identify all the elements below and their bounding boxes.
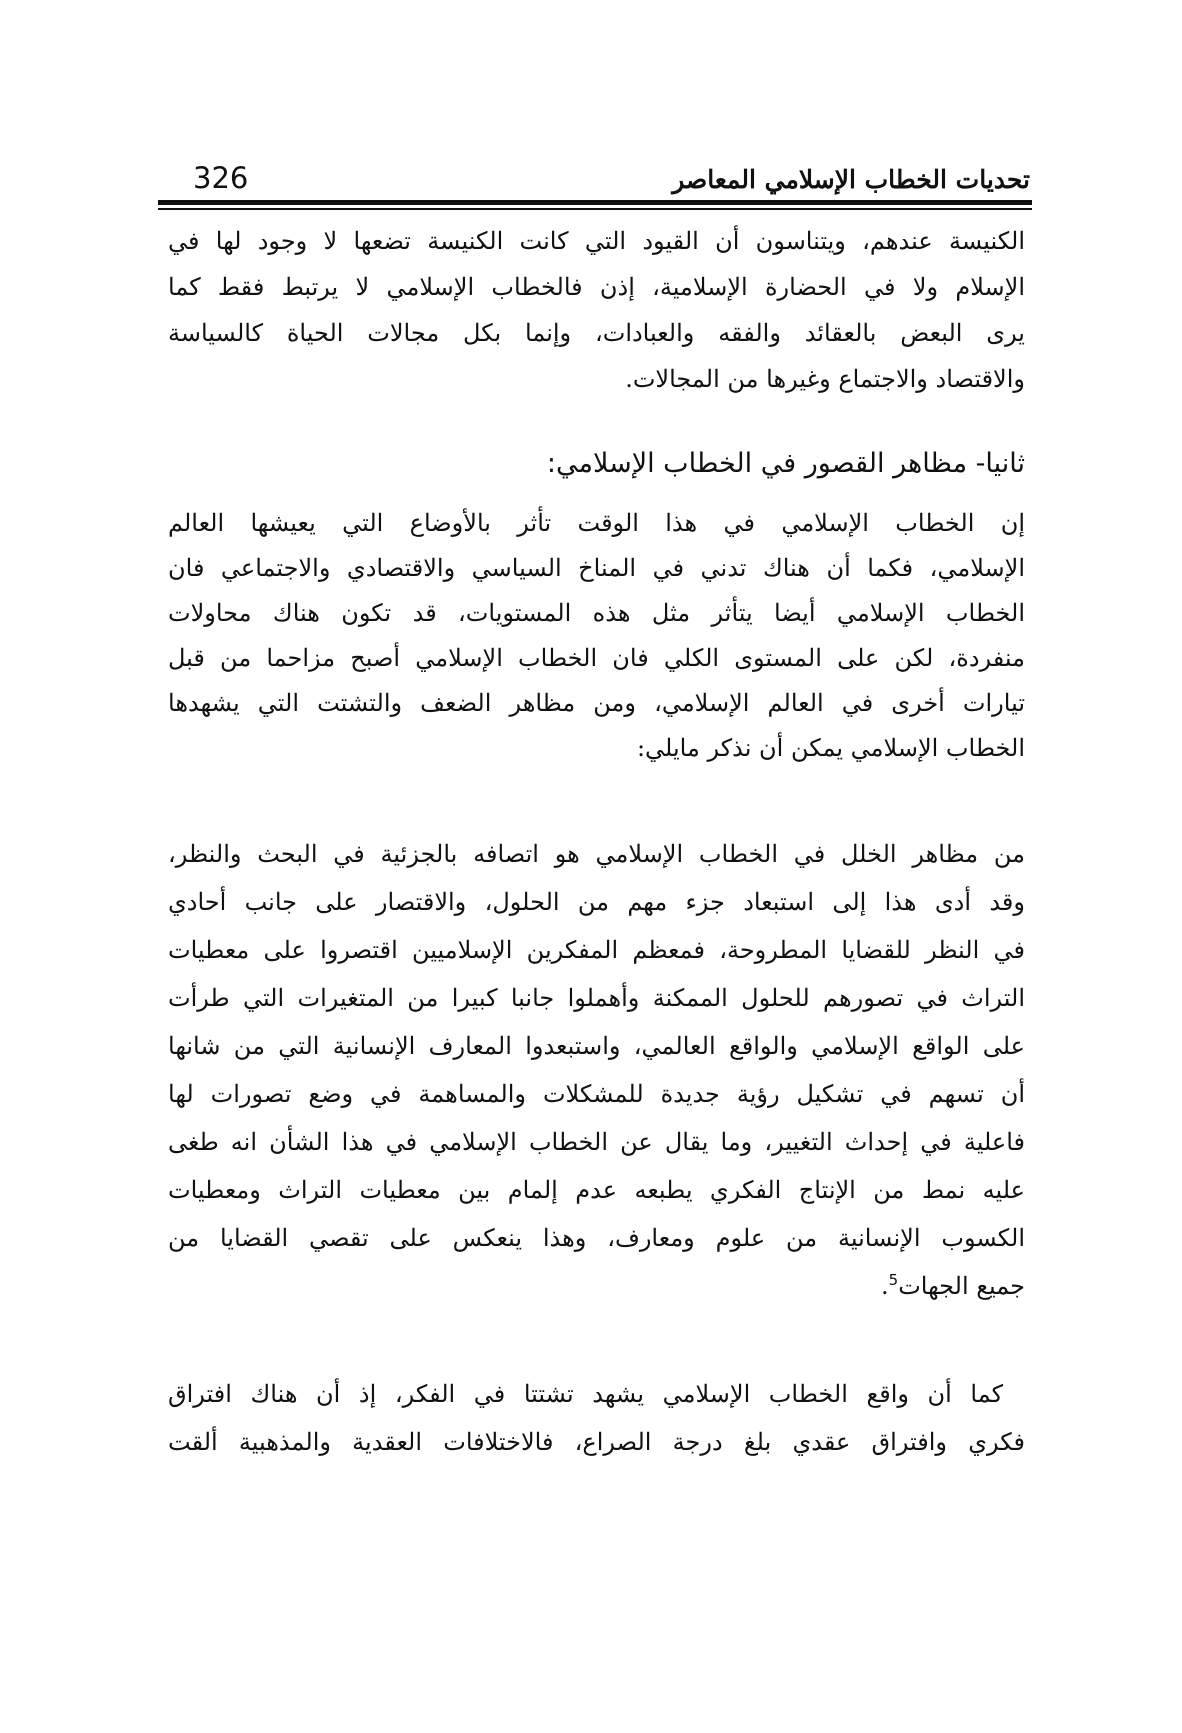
text-line: الخطاب الإسلامي أيضا يتأثر مثل هذه المستويات، قد تكون هناك محاولات [168,599,1025,627]
paragraph-1 [168,218,1025,402]
text-line: من مظاهر الخلل في الخطاب الإسلامي هو اتصافه بالجزئية في البحث والنظر، [168,840,1025,868]
text-line: الكنيسة عندهم، ويتناسون أن القيود التي كانت الكنيسة تضعها لا وجود لها في [168,227,1025,255]
text-line: والاقتصاد والاجتماع وغيرها من المجالات. [625,365,1025,393]
text-line: الخطاب الإسلامي يمكن أن نذكر مايلي: [636,734,1025,762]
text-line: على الواقع الإسلامي والواقع العالمي، واستبعدوا المعارف الإنسانية التي من شانها [168,1032,1025,1060]
running-title: تحديات الخطاب الإسلامي المعاصر [672,165,1030,194]
page-number: 326 [193,161,249,195]
last-line-text: جميع الجهات [898,1272,1025,1300]
section-heading: ثانيا- مظاهر القصور في الخطاب الإسلامي: [546,448,1025,479]
text-line: الإسلام ولا في الحضارة الإسلامية، إذن فالخطاب الإسلامي لا يرتبط فقط كما [168,273,1025,301]
last-line-period: . [881,1272,889,1300]
text-line: منفردة، لكن على المستوى الكلي فان الخطاب الإسلامي أصبح مزاحما من قبل [168,644,1025,672]
footnote-reference: 5 [888,1271,899,1289]
header-rule-thin [158,208,1032,210]
text-line: فكري وافتراق عقدي بلغ درجة الصراع، فالاختلافات العقدية والمذهبية ألقت [168,1428,1025,1456]
paragraph-2 [168,501,1025,771]
text-line: كما أن واقع الخطاب الإسلامي يشهد تشتتا في الفكر، إذ أن هناك افتراق [168,1380,1003,1408]
text-line-last [168,1262,1025,1310]
paragraph-4 [168,1370,1025,1466]
text-line: في النظر للقضايا المطروحة، فمعظم المفكرين الإسلاميين اقتصروا على معطيات [168,936,1025,964]
header-rule-thick [158,200,1032,205]
text-line: إن الخطاب الإسلامي في هذا الوقت تأثر بالأوضاع التي يعيشها العالم [168,509,1025,537]
text-line: يرى البعض بالعقائد والفقه والعبادات، وإنما بكل مجالات الحياة كالسياسة [168,319,1025,347]
text-line: تيارات أخرى في العالم الإسلامي، ومن مظاهر الضعف والتشتت التي يشهدها [168,689,1025,717]
paragraph-3 [168,830,1025,1310]
text-line: وقد أدى هذا إلى استبعاد جزء مهم من الحلول، والاقتصار على جانب أحادي [168,888,1025,916]
text-line: التراث في تصورهم للحلول الممكنة وأهملوا جانبا كبيرا من المتغيرات التي طرأت [168,984,1025,1012]
text-line: فاعلية في إحداث التغيير، وما يقال عن الخطاب الإسلامي في هذا الشأن انه طغى [168,1128,1025,1156]
text-line: عليه نمط من الإنتاج الفكري يطبعه عدم إلمام بين معطيات التراث ومعطيات [168,1176,1025,1204]
text-line: أن تسهم في تشكيل رؤية جديدة للمشكلات والمساهمة في وضع تصورات لها [168,1080,1025,1108]
text-line: الكسوب الإنسانية من علوم ومعارف، وهذا ينعكس على تقصي القضايا من [168,1224,1025,1252]
text-line: الإسلامي، فكما أن هناك تدني في المناخ السياسي والاقتصادي والاجتماعي فان [168,554,1025,582]
